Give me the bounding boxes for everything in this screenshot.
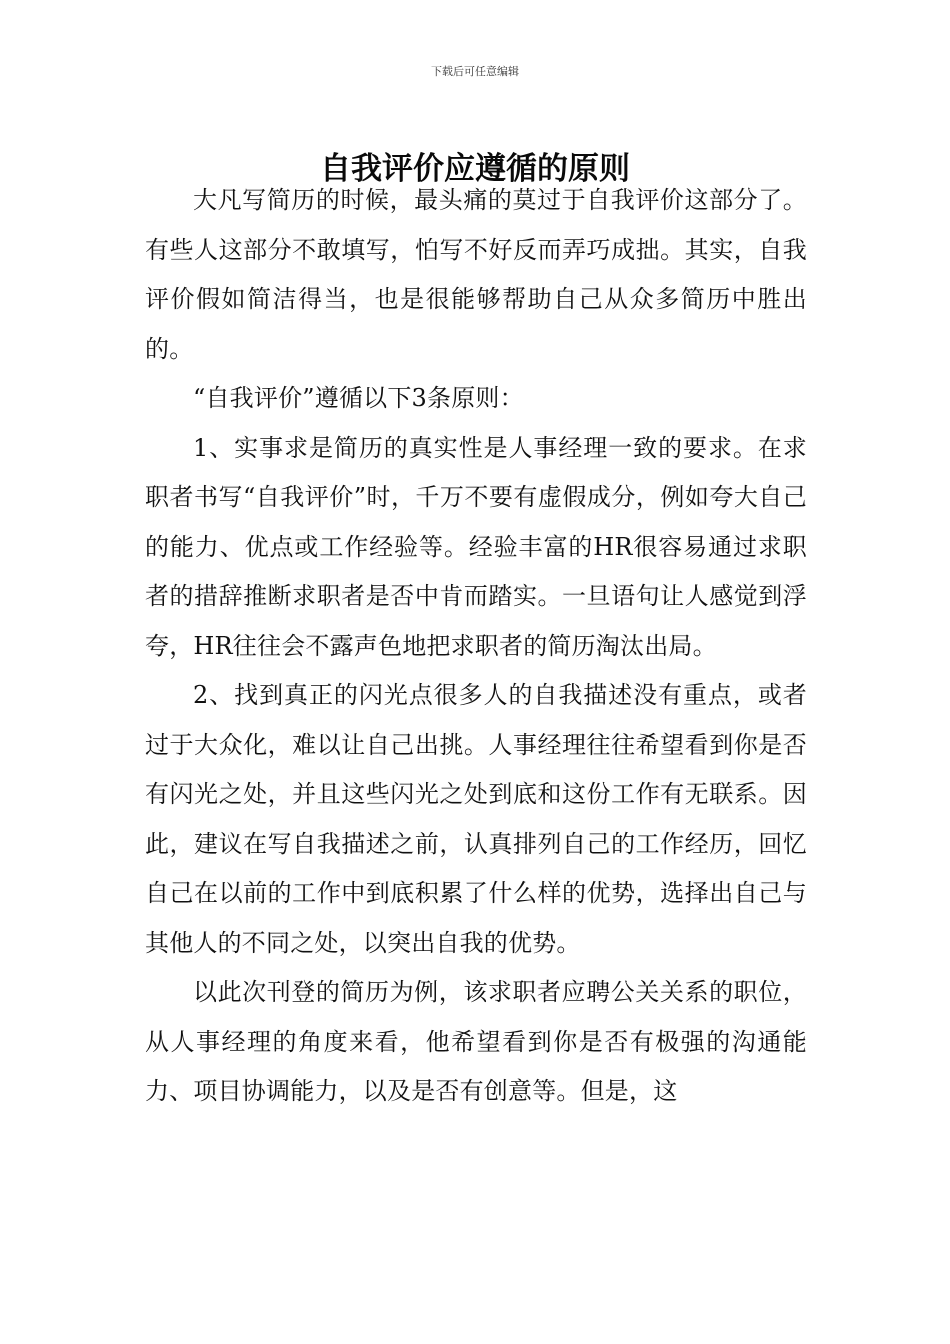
paragraph-principle-2: 2、找到真正的闪光点很多人的自我描述没有重点，或者过于大众化，难以让自己出挑。人事经理往往希望看到你是否有闪光之处，并且这些闪光之处到底和这份工作有无联系。因此，建议在写自我描述之前，认真排列自己的工作经历，回忆自己在以前的工作中到底积累了什么样的优势，选择出自己与其他人的不同之处，以突出自我的优势。 bbox=[145, 681, 807, 957]
document-body bbox=[145, 176, 807, 1117]
paragraph-principles-heading: “自我评价”遵循以下3条原则： bbox=[193, 384, 524, 412]
paragraph-intro: 大凡写简历的时候，最头痛的莫过于自我评价这部分了。有些人这部分不敢填写，怕写不好反而弄巧成拙。其实，自我评价假如简洁得当，也是很能够帮助自己从众多简历中胜出的。 bbox=[145, 186, 807, 363]
paragraph-principle-1: 1、实事求是简历的真实性是人事经理一致的要求。在求职者书写“自我评价”时，千万不要有虚假成分，例如夸大自己的能力、优点或工作经验等。经验丰富的HR很容易通过求职者的措辞推断求职者是否中肯而踏实。一旦语句让人感觉到浮夸，HR往往会不露声色地把求职者的简历淘汰出局。 bbox=[145, 433, 807, 660]
document-title: 自我评价应遵循的原则 bbox=[320, 150, 630, 187]
header-note: 下载后可任意编辑 bbox=[431, 65, 519, 78]
paragraph-example: 以此次刊登的简历为例，该求职者应聘公关关系的职位，从人事经理的角度来看，他希望看到你是否有极强的沟通能力、项目协调能力，以及是否有创意等。但是，这 bbox=[145, 978, 807, 1105]
